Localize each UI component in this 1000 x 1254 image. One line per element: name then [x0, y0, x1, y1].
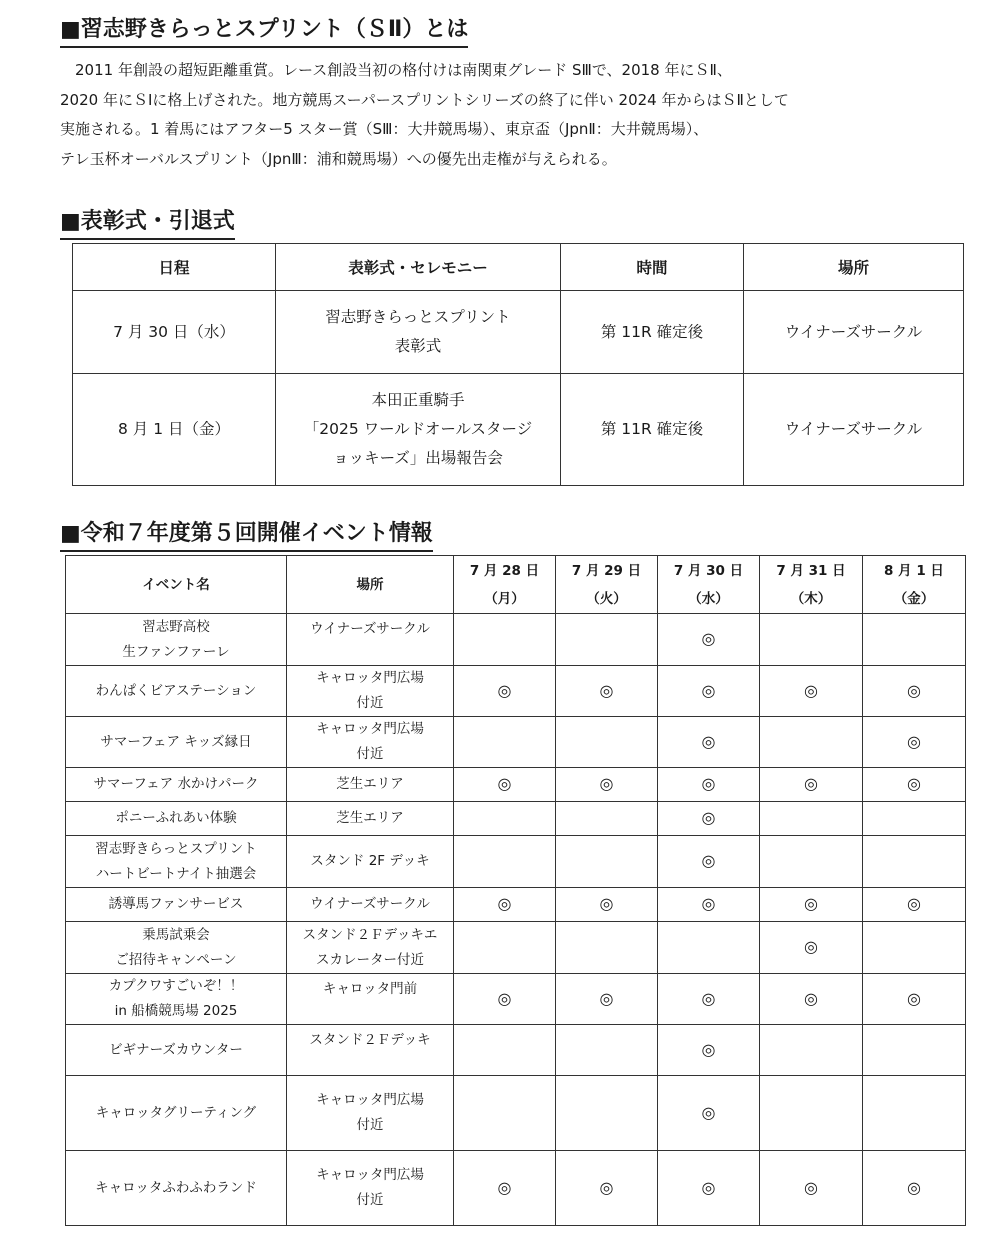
event-row — [66, 974, 966, 1025]
scheduled-mark-icon: ◎ — [907, 988, 921, 1008]
event-day-cell — [454, 1025, 556, 1076]
scheduled-mark-icon: ◎ — [701, 1177, 716, 1197]
event-name-line: サマーフェア 水かけパーク — [93, 776, 259, 792]
event-name — [66, 974, 287, 1025]
scheduled-mark-icon: ◎ — [907, 731, 921, 751]
scheduled-mark-icon: ◎ — [907, 1177, 921, 1197]
col-header-place: 場所 — [287, 556, 454, 614]
event-place — [287, 614, 454, 666]
event-place-line: 付近 — [356, 746, 384, 762]
event-day-cell — [556, 836, 658, 888]
event-day-cell — [556, 614, 658, 666]
event-day-cell — [454, 836, 556, 888]
event-place-line: スタンド 2F デッキ — [310, 853, 430, 869]
event-name — [66, 1076, 287, 1151]
event-day-cell — [658, 768, 760, 802]
event-name — [66, 836, 287, 888]
event-day-cell — [454, 614, 556, 666]
col-header-day — [863, 556, 966, 614]
event-day-cell — [454, 922, 556, 974]
scheduled-mark-icon: ◎ — [701, 1102, 716, 1122]
scheduled-mark-icon: ◎ — [804, 988, 818, 1008]
section-heading-ceremony: ■表彰式・引退式 — [60, 208, 235, 240]
event-day-cell — [556, 1151, 658, 1226]
about-line: テレ玉杯オーバルスプリント（JpnⅢ：浦和競馬場）への優先出走権が与えられる。 — [60, 149, 617, 168]
col-header-event: イベント名 — [66, 556, 287, 614]
event-row — [66, 1076, 966, 1151]
day-weekday: （火） — [586, 590, 627, 607]
event-day-cell — [760, 1151, 863, 1226]
scheduled-mark-icon: ◎ — [907, 680, 921, 700]
scheduled-mark-icon: ◎ — [497, 774, 512, 793]
event-row — [66, 836, 966, 888]
event-day-cell — [863, 802, 966, 836]
section-heading-about: ■習志野きらっとスプリント（ＳⅡ）とは — [60, 16, 468, 48]
event-day-cell — [658, 717, 760, 768]
event-place-line: キャロッタ門広場 — [316, 1092, 424, 1108]
day-date: 8 月 1 日 — [884, 562, 944, 579]
event-row — [66, 717, 966, 768]
ceremony-name-line: 「2025 ワールドオールスタージ — [303, 420, 533, 438]
scheduled-mark-icon: ◎ — [907, 774, 921, 793]
event-row — [66, 614, 966, 666]
scheduled-mark-icon: ◎ — [907, 894, 921, 913]
event-day-cell — [760, 614, 863, 666]
event-name-line: 習志野高校 — [142, 618, 210, 635]
day-weekday: （金） — [893, 590, 935, 607]
col-header-day — [454, 556, 556, 614]
event-day-cell — [760, 836, 863, 888]
col-header-day — [658, 556, 760, 614]
event-day-cell — [863, 888, 966, 922]
event-name-line: ビギナーズカウンター — [109, 1041, 243, 1058]
event-name-line: 生ファンファーレ — [122, 643, 230, 660]
event-day-cell — [658, 666, 760, 717]
day-date: 7 月 29 日 — [571, 562, 642, 579]
event-table-body — [66, 614, 966, 1226]
event-day-cell — [863, 768, 966, 802]
event-place-line: 付近 — [356, 1192, 384, 1208]
event-day-cell — [658, 614, 760, 666]
event-day-cell — [658, 802, 760, 836]
event-day-cell — [454, 1076, 556, 1151]
event-day-cell — [454, 768, 556, 802]
event-day-cell — [556, 717, 658, 768]
event-day-cell — [863, 1151, 966, 1226]
event-name — [66, 768, 287, 802]
col-header-day — [556, 556, 658, 614]
event-day-cell — [658, 974, 760, 1025]
event-name — [66, 1151, 287, 1226]
scheduled-mark-icon: ◎ — [497, 680, 512, 700]
event-day-cell — [760, 974, 863, 1025]
event-day-cell — [658, 1025, 760, 1076]
ceremony-table — [72, 243, 964, 486]
day-weekday: （水） — [688, 590, 729, 607]
event-day-cell — [454, 888, 556, 922]
scheduled-mark-icon: ◎ — [701, 680, 716, 700]
scheduled-mark-icon: ◎ — [804, 937, 818, 956]
event-day-cell — [760, 666, 863, 717]
event-place-line: 付近 — [356, 1117, 384, 1133]
event-place-line: ウイナーズサークル — [310, 896, 430, 912]
event-row — [66, 922, 966, 974]
event-place — [287, 1151, 454, 1226]
event-day-cell — [454, 717, 556, 768]
event-day-cell — [556, 922, 658, 974]
event-day-cell — [556, 768, 658, 802]
event-name-line: キャロッタグリーティング — [95, 1104, 257, 1121]
event-day-cell — [760, 922, 863, 974]
ceremony-place: ウイナーズサークル — [744, 374, 964, 486]
col-header-date: 日程 — [73, 244, 276, 291]
scheduled-mark-icon: ◎ — [701, 1039, 716, 1059]
event-day-cell — [658, 1151, 760, 1226]
ceremony-name-line: ョッキーズ」出場報告会 — [333, 449, 503, 467]
day-weekday: （月） — [484, 590, 525, 607]
event-table — [65, 555, 966, 1226]
scheduled-mark-icon: ◎ — [804, 774, 818, 793]
event-place — [287, 888, 454, 922]
day-weekday: （木） — [790, 590, 832, 607]
scheduled-mark-icon: ◎ — [599, 1177, 614, 1197]
event-place — [287, 974, 454, 1025]
about-line: 実施される。1 着馬にはアフター5 スター賞（SⅢ：大井競馬場）、東京盃（JpnⅡ：大井競馬場）、 — [60, 120, 709, 138]
scheduled-mark-icon: ◎ — [497, 988, 512, 1008]
event-day-cell — [556, 974, 658, 1025]
event-place — [287, 1076, 454, 1151]
event-day-cell — [863, 1025, 966, 1076]
event-place — [287, 666, 454, 717]
event-day-cell — [760, 802, 863, 836]
scheduled-mark-icon: ◎ — [804, 680, 818, 700]
col-header-ceremony: 表彰式・セレモニー — [276, 244, 561, 291]
event-row — [66, 802, 966, 836]
event-row — [66, 888, 966, 922]
event-day-cell — [863, 836, 966, 888]
ceremony-name — [276, 374, 561, 486]
event-row — [66, 1151, 966, 1226]
event-name-line: カプクワすごいぞ！！ — [108, 978, 244, 994]
ceremony-name-line: 習志野きらっとスプリント — [325, 308, 511, 326]
scheduled-mark-icon: ◎ — [599, 680, 614, 700]
ceremony-date: 7 月 30 日（水） — [73, 291, 276, 374]
event-place-line: スタンド２Ｆデッキ — [309, 1032, 431, 1048]
scheduled-mark-icon: ◎ — [599, 894, 614, 913]
event-place — [287, 768, 454, 802]
event-name — [66, 922, 287, 974]
event-name-line: ご招待キャンペーン — [115, 951, 237, 968]
scheduled-mark-icon: ◎ — [701, 774, 716, 793]
event-day-cell — [863, 666, 966, 717]
event-row — [66, 768, 966, 802]
event-day-cell — [556, 1076, 658, 1151]
event-day-cell — [760, 888, 863, 922]
event-day-cell — [556, 666, 658, 717]
scheduled-mark-icon: ◎ — [804, 1177, 818, 1197]
event-name-line: in 船橋競馬場 2025 — [114, 1003, 238, 1019]
event-day-cell — [760, 1025, 863, 1076]
event-place — [287, 922, 454, 974]
event-name-line: ポニーふれあい体験 — [115, 810, 237, 826]
day-date: 7 月 30 日 — [673, 562, 744, 579]
event-place-line: ウイナーズサークル — [310, 621, 430, 637]
scheduled-mark-icon: ◎ — [599, 988, 614, 1008]
ceremony-place: ウイナーズサークル — [744, 291, 964, 374]
event-name — [66, 888, 287, 922]
col-header-time: 時間 — [561, 244, 744, 291]
scheduled-mark-icon: ◎ — [701, 851, 716, 870]
scheduled-mark-icon: ◎ — [701, 629, 716, 648]
event-row — [66, 1025, 966, 1076]
event-name-line: キャロッタふわふわランド — [95, 1179, 257, 1196]
event-day-cell — [760, 768, 863, 802]
event-place-line: 芝生エリア — [336, 776, 404, 792]
about-paragraph — [60, 56, 960, 174]
ceremony-header-row — [73, 244, 964, 291]
ceremony-name-line: 本田正重騎手 — [371, 391, 465, 409]
event-day-cell — [556, 1025, 658, 1076]
event-day-cell — [658, 1076, 760, 1151]
event-day-cell — [760, 717, 863, 768]
about-line: 2020 年にＳⅠに格上げされた。地方競馬スーパースプリントシリーズの終了に伴い 2024 年からはＳⅡとして — [60, 90, 789, 109]
event-row — [66, 666, 966, 717]
event-day-cell — [863, 1076, 966, 1151]
event-day-cell — [658, 888, 760, 922]
event-name-line: 乗馬試乗会 — [142, 926, 210, 943]
event-name-line: 誘導馬ファンサービス — [108, 896, 244, 912]
scheduled-mark-icon: ◎ — [701, 731, 716, 751]
event-day-cell — [863, 974, 966, 1025]
event-day-cell — [556, 888, 658, 922]
about-line: 2011 年創設の超短距離重賞。レース創設当初の格付けは南関東グレード SⅢで、2018 年にＳⅡ、 — [75, 61, 732, 79]
scheduled-mark-icon: ◎ — [497, 1177, 512, 1197]
day-date: 7 月 31 日 — [776, 562, 846, 579]
scheduled-mark-icon: ◎ — [599, 774, 614, 793]
event-name — [66, 802, 287, 836]
event-place-line: キャロッタ門広場 — [316, 721, 424, 737]
event-name-line: 習志野きらっとスプリント — [95, 840, 257, 857]
event-day-cell — [454, 666, 556, 717]
event-place-line: キャロッタ門広場 — [316, 670, 424, 686]
section-heading-events: ■令和７年度第５回開催イベント情報 — [60, 520, 433, 552]
scheduled-mark-icon: ◎ — [804, 894, 818, 913]
event-place-line: キャロッタ門前 — [322, 981, 418, 997]
event-place — [287, 802, 454, 836]
ceremony-time: 第 11R 確定後 — [561, 291, 744, 374]
event-name — [66, 1025, 287, 1076]
event-day-cell — [658, 922, 760, 974]
ceremony-date: 8 月 1 日（金） — [73, 374, 276, 486]
scheduled-mark-icon: ◎ — [701, 988, 716, 1008]
event-day-cell — [454, 974, 556, 1025]
event-name-line: ハートビートナイト抽選会 — [95, 865, 257, 882]
event-place — [287, 717, 454, 768]
event-header-row — [66, 556, 966, 614]
event-place-line: スタンド２Ｆデッキエ — [302, 926, 438, 943]
event-place-line: 芝生エリア — [336, 810, 404, 826]
scheduled-mark-icon: ◎ — [497, 894, 512, 913]
event-place — [287, 1025, 454, 1076]
event-name — [66, 614, 287, 666]
event-name-line: わんぱくビアステーション — [95, 682, 257, 699]
ceremony-name-line: 表彰式 — [394, 337, 442, 355]
event-name — [66, 666, 287, 717]
event-place-line: 付近 — [356, 695, 384, 711]
event-day-cell — [658, 836, 760, 888]
event-day-cell — [863, 717, 966, 768]
ceremony-time: 第 11R 確定後 — [561, 374, 744, 486]
ceremony-row — [73, 291, 964, 374]
event-day-cell — [863, 614, 966, 666]
event-name-line: サマーフェア キッズ縁日 — [100, 733, 252, 750]
col-header-day — [760, 556, 863, 614]
event-day-cell — [556, 802, 658, 836]
event-place-line: スカレーター付近 — [316, 951, 424, 968]
day-date: 7 月 28 日 — [469, 562, 540, 579]
event-name — [66, 717, 287, 768]
event-day-cell — [454, 1151, 556, 1226]
scheduled-mark-icon: ◎ — [701, 808, 716, 827]
col-header-place: 場所 — [744, 244, 964, 291]
ceremony-name — [276, 291, 561, 374]
scheduled-mark-icon: ◎ — [701, 894, 716, 913]
event-day-cell — [760, 1076, 863, 1151]
event-day-cell — [454, 802, 556, 836]
event-day-cell — [863, 922, 966, 974]
event-place — [287, 836, 454, 888]
ceremony-row — [73, 374, 964, 486]
event-place-line: キャロッタ門広場 — [316, 1167, 424, 1183]
